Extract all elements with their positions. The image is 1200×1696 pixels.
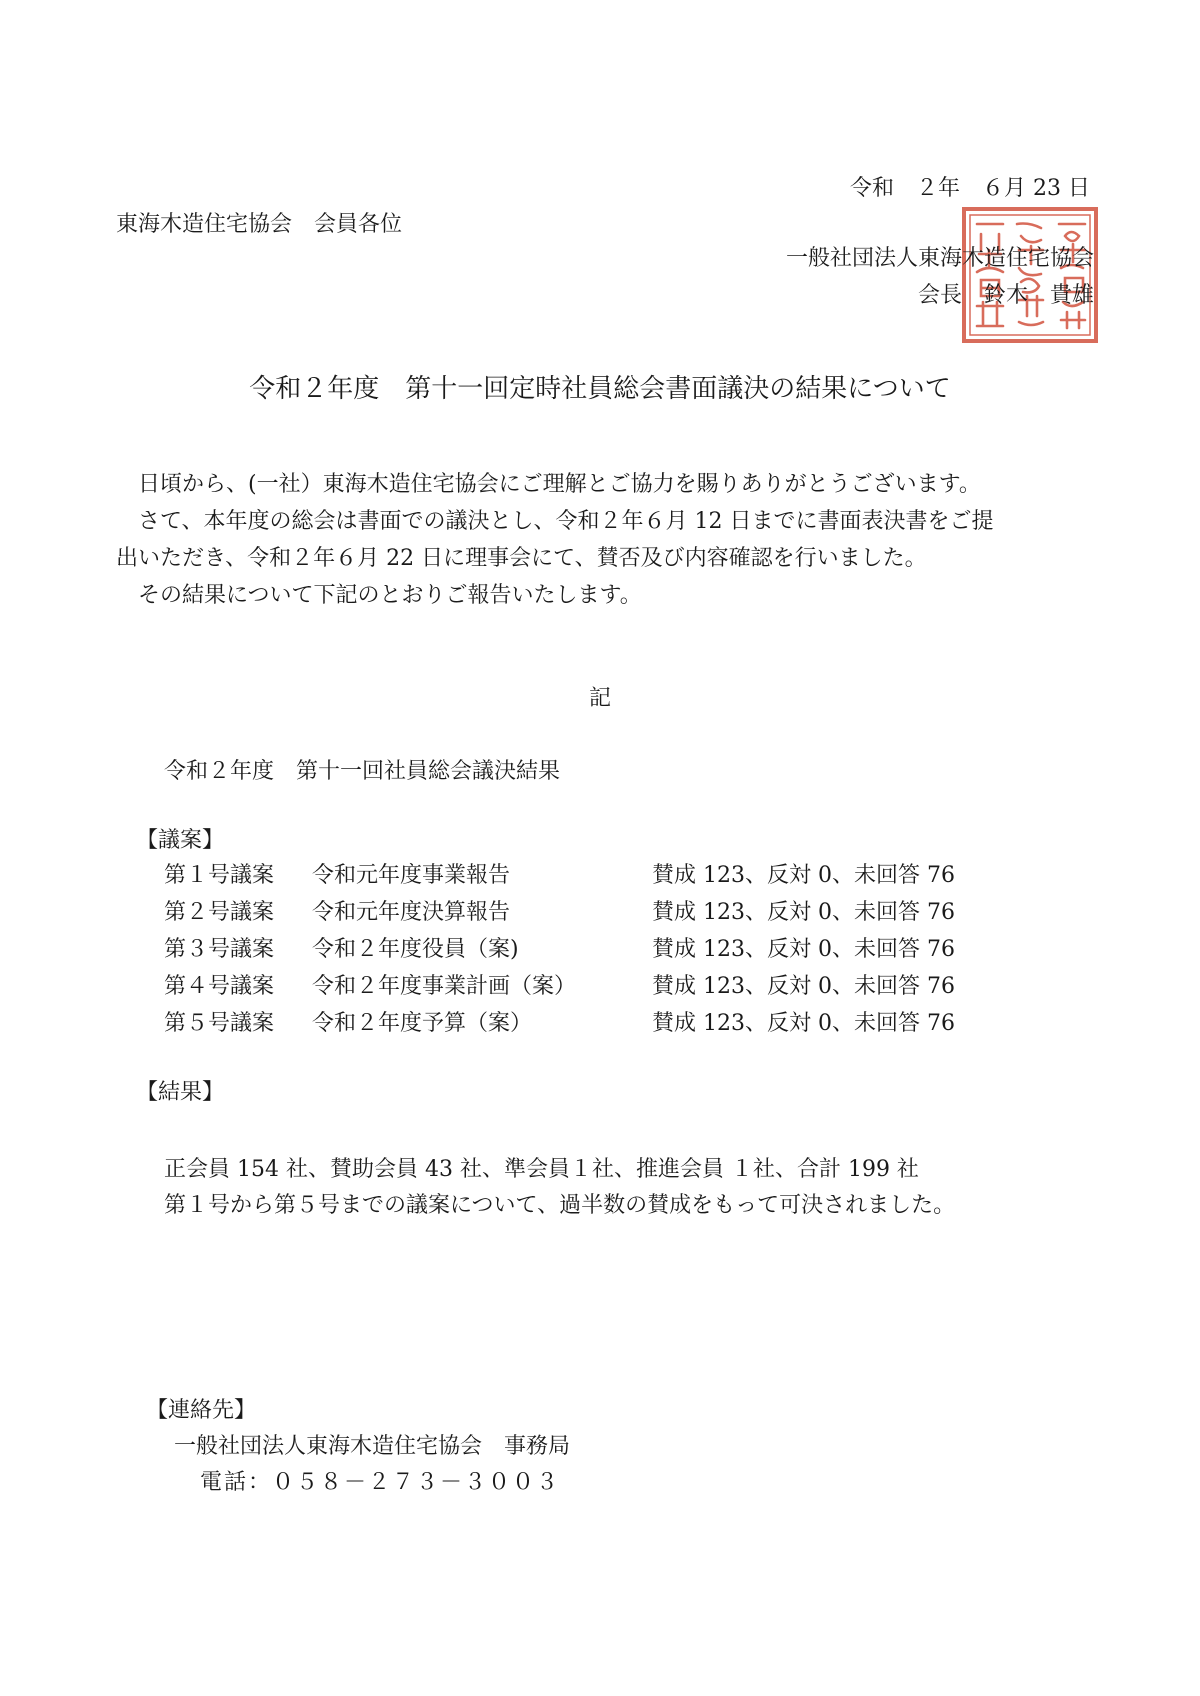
document-date: 令和 ２年 ６月 23 日 [850,176,1090,201]
sender-chairperson: 会長 鈴木 貴雄 [917,283,1094,308]
recipient-line: 東海木造住宅協会 会員各位 [116,212,403,237]
table-row [164,974,955,1011]
table-row [164,863,955,900]
proposal-number: 第３号議案 [164,937,275,962]
proposal-votes: 賛成 123、反対 0、未回答 76 [652,937,955,962]
contact-organization: 一般社団法人東海木造住宅協会 事務局 [174,1434,571,1459]
page-title: 令和２年度 第十一回定時社員総会書面議決の結果について [249,374,951,404]
proposal-title: 令和２年度予算（案） [312,1011,533,1036]
proposal-votes: 賛成 123、反対 0、未回答 76 [652,974,955,999]
proposal-number: 第４号議案 [164,974,275,999]
proposal-votes: 賛成 123、反対 0、未回答 76 [652,863,955,888]
table-row [164,1011,955,1048]
table-row [164,937,955,974]
outcome-membership-summary: 正会員 154 社、賛助会員 43 社、準会員１社、推進会員 １社、合計 199 社 [164,1157,919,1182]
proposal-title: 令和元年度決算報告 [312,900,511,925]
proposals-heading: 【議案】 [136,828,225,853]
contact-heading: 【連絡先】 [146,1398,257,1423]
proposal-number: 第２号議案 [164,900,275,925]
body-line: 日頃から、(一社）東海木造住宅協会にご理解とご協力を賜りありがとうございます。 [138,472,981,497]
outcome-heading: 【結果】 [136,1080,225,1105]
organization-seal [961,206,1099,344]
ki-heading: 記 [588,686,611,711]
body-line: さて、本年度の総会は書面での議決とし、令和２年６月 12 日までに書面表決書をご提 [138,509,994,534]
outcome-decision: 第１号から第５号までの議案について、過半数の賛成をもって可決されました。 [164,1193,956,1218]
proposal-votes: 賛成 123、反対 0、未回答 76 [652,1011,955,1036]
proposal-number: 第５号議案 [164,1011,275,1036]
proposal-title: 令和２年度役員（案) [312,937,519,962]
proposal-title: 令和２年度事業計画（案） [312,974,577,999]
proposal-title: 令和元年度事業報告 [312,863,511,888]
result-heading: 令和２年度 第十一回社員総会議決結果 [164,759,561,784]
proposal-votes: 賛成 123、反対 0、未回答 76 [652,900,955,925]
proposals-table [164,863,955,1048]
proposal-number: 第１号議案 [164,863,275,888]
sender-organization: 一般社団法人東海木造住宅協会 [785,246,1094,271]
contact-phone: 電話：０５８－２７３－３００３ [200,1470,561,1495]
body-paragraph [116,466,1086,614]
table-row [164,900,955,937]
body-line: 出いただき、令和２年６月 22 日に理事会にて、賛否及び内容確認を行いました。 [116,546,927,571]
body-line: その結果について下記のとおりご報告いたします。 [138,583,642,608]
